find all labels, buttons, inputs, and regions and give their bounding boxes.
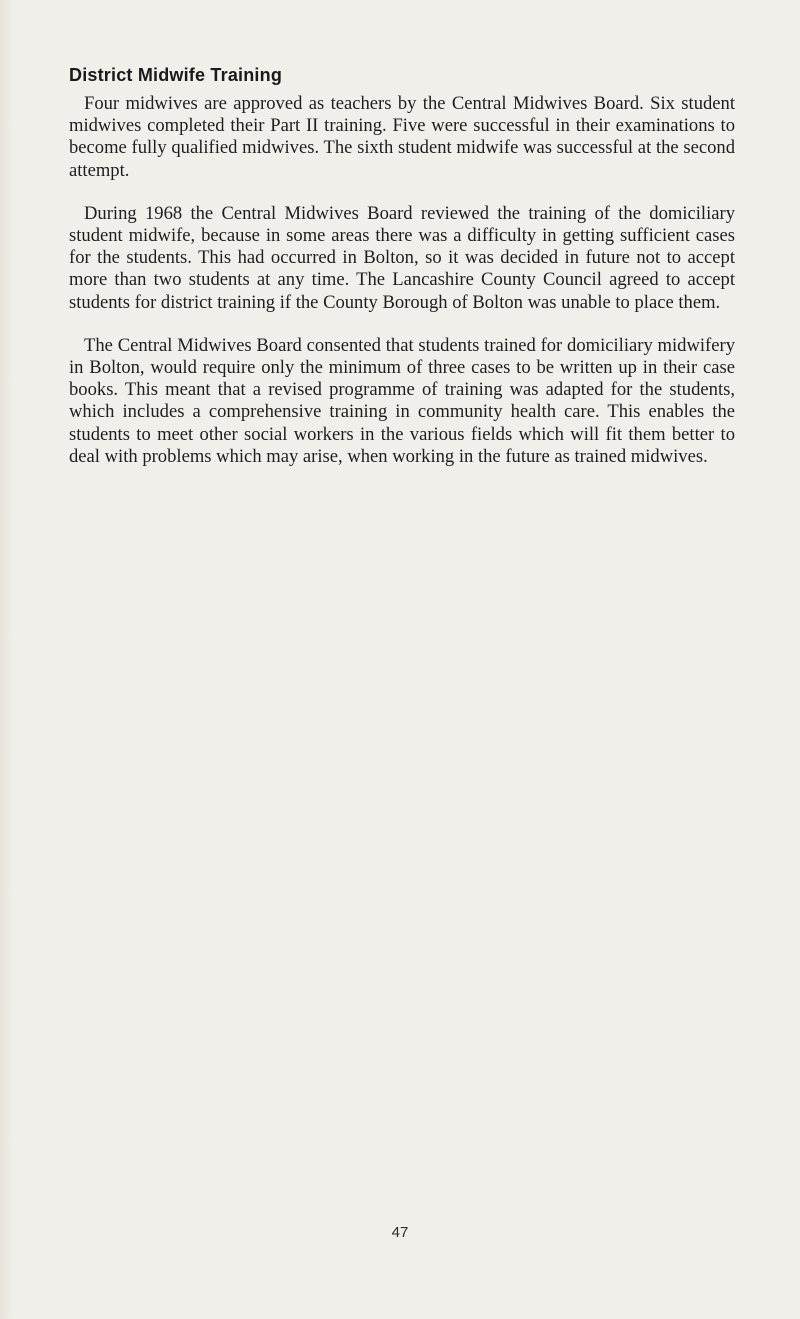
paragraph-revised-programme: The Central Midwives Board consented that students trained for domiciliary midwifery in Bolton, would require only the minimum of three cases to be written up in their case books. This meant that a revised programme of training was adapted for the students, which includes a comprehensive training in community health care. This enables the students to meet other social workers in the various fields which will fit them better to deal with problems which may arise, when working in the future as trained midwives. <box>69 334 735 467</box>
paragraph-teachers: Four midwives are approved as teachers by the Central Midwives Board. Six student midwives completed their Part II training. Five were successful in their examinations to become fully qualified midwives. The sixth student midwife was successful at the second attempt. <box>69 93 735 181</box>
document-body <box>69 63 735 489</box>
page-number: 47 <box>391 1224 409 1241</box>
page-edge-shadow <box>0 0 14 1319</box>
section-heading: District Midwife Training <box>69 65 283 85</box>
paragraph-review-1968: During 1968 the Central Midwives Board reviewed the training of the domiciliary student midwife, because in some areas there was a difficulty in getting sufficient cases for the students. This had occurred in Bolton, so it was decided in future not to accept more than two students at any time. The Lancashire County Council agreed to accept students for district training if the County Borough of Bolton was unable to place them. <box>69 202 735 313</box>
